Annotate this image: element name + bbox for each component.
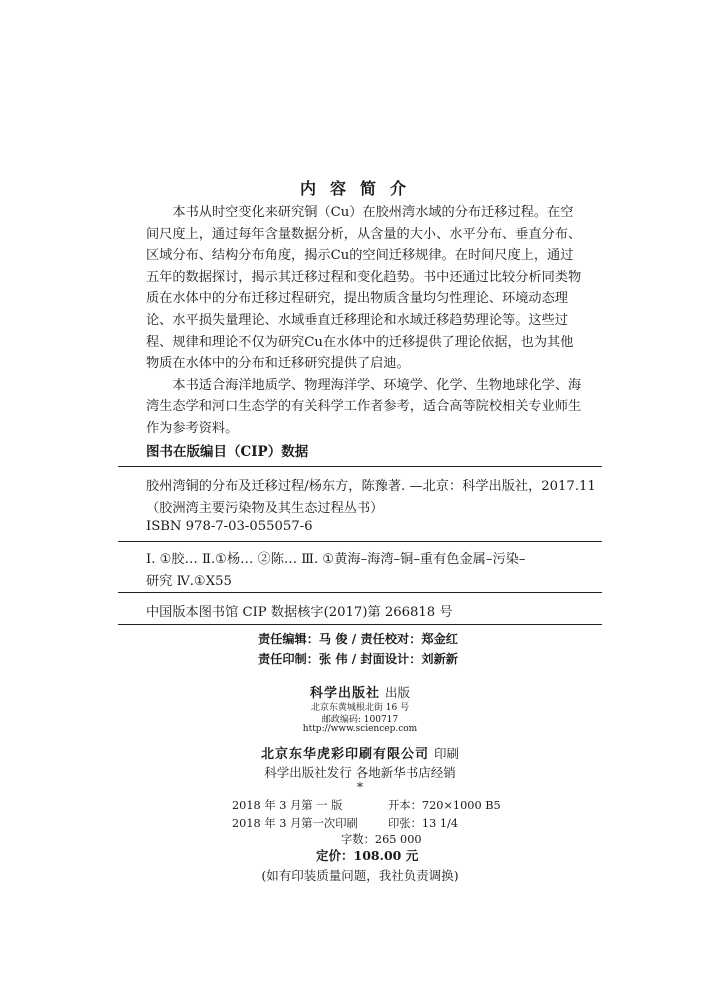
printer-line [0,743,720,762]
format-info: 开本：720×1000 B5 [388,799,501,812]
separator-star: * [356,779,364,794]
distribution-line: 科学出版社发行 各地新华书店经销 [264,765,456,780]
publisher-url: http://www.sciencep.com [302,724,418,734]
publisher-postcode: 邮政编码: 100717 [321,715,399,725]
price: 定价：108.00 元 [316,848,419,863]
edition-info: 2018 年 3 月第 一 版 [232,799,343,812]
cip-classification-line-2: 研究 Ⅳ.①X55 [146,574,232,589]
divider [118,624,602,625]
divider [118,466,602,467]
cip-record-number: 中国版本图书馆 CIP 数据核字(2017)第 266818 号 [146,605,453,620]
quality-notice: (如有印装质量问题，我社负责调换) [261,868,459,883]
publisher-address: 北京东黄城根北街 16 号 [310,703,410,713]
summary-paragraph-1: 本书从时空变化来研究铜（Cu）在胶州湾水域的分布迁移过程。在空间尺度上，通过每年含量数据分析，从含量的大小、水平分布、垂直分布、区域分布、结构分布角度，揭示Cu的空间迁移规律。在时间尺度上，通过五年的数据探讨，揭示其迁移过程和变化趋势。书中还通过比较分析同类物质在水体中的分布迁移过程研究，提出物质含量均匀性理论、环境动态理论、水平损失量理论、水域垂直迁移理论和水域迁移趋势理论等。这些过程、规律和理论不仅为研究Cu在水体中的迁移提供了理论依据，也为其他物质在水体中的分布和迁移研究提供了启迪。 [146,205,582,372]
cip-classification-line-1: Ⅰ. ①胶… Ⅱ.①杨… ②陈… Ⅲ. ①黄海–海湾–铜–重有色金属–污染– [146,552,526,567]
divider [118,541,602,542]
divider [118,592,602,593]
cip-isbn: ISBN 978-7-03-055057-6 [146,519,313,534]
publisher-name: 科学出版社 [309,686,380,701]
page-title: 内容简介 [299,179,420,198]
staff-line-editor: 责任编辑：马 俊 / 责任校对：郑金红 [258,632,458,646]
summary-paragraph-2: 本书适合海洋地质学、物理海洋学、环境学、化学、生物地球化学、海湾生态学和河口生态学的有关科学工作者参考，适合高等院校相关专业师生作为参考资料。 [146,377,582,436]
printing-info: 2018 年 3 月第一次印刷 [232,817,358,830]
printer-name: 北京东华虎彩印刷有限公司 [260,747,429,762]
summary-text [146,202,582,440]
staff-line-printing: 责任印制：张 伟 / 封面设计：刘新新 [258,652,458,666]
printer-suffix: 印刷 [434,746,460,761]
cip-series-line: （胶洲湾主要污染物及其生态过程丛书） [146,501,384,516]
cip-bibliographic-line: 胶州湾铜的分布及迁移过程/杨东方，陈豫著. —北京：科学出版社，2017.11 [146,479,596,494]
publisher-line [0,682,720,701]
cip-heading: 图书在版编目（CIP）数据 [146,444,309,460]
publisher-suffix: 出版 [385,685,411,700]
word-count: 字数：265 000 [341,833,422,846]
sheets-info: 印张：13 1/4 [388,817,459,830]
